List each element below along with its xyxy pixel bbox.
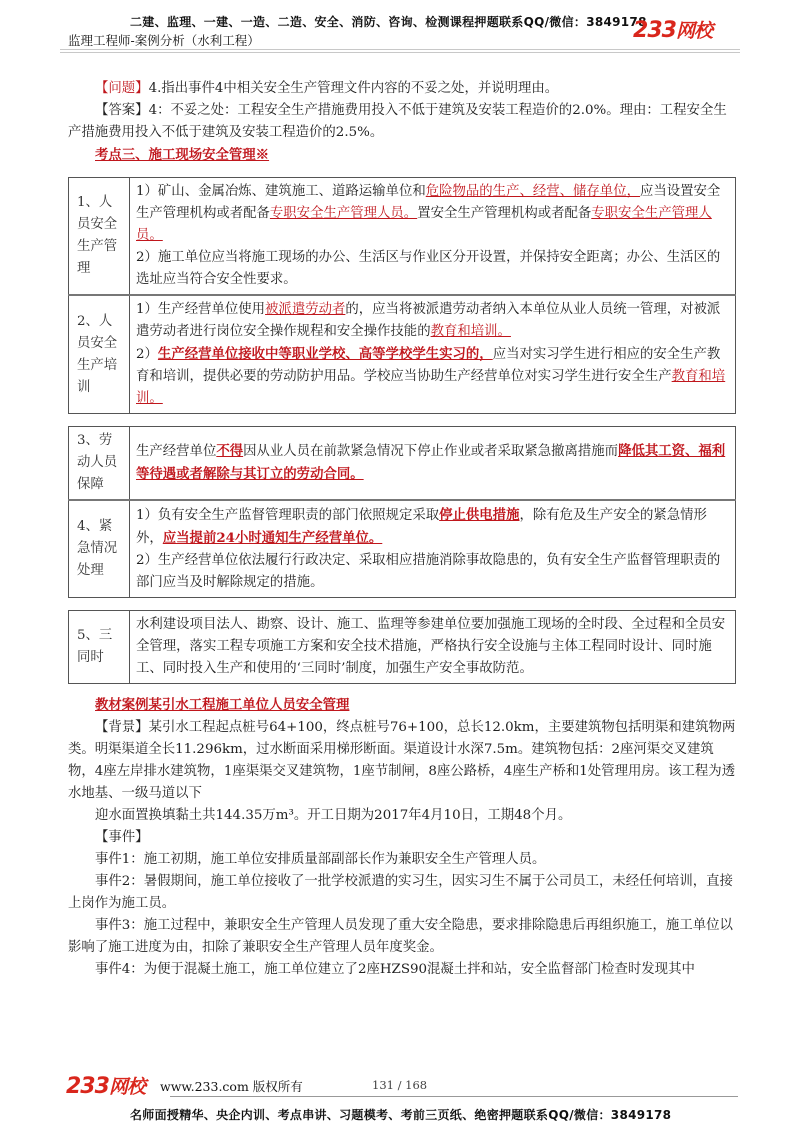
highlight-text: 教育和培训。 <box>430 324 511 339</box>
row-label-training: 2、人员安全生产培训 <box>69 295 130 414</box>
footer-divider <box>170 1096 738 1097</box>
logo-text: 网校 <box>108 1076 145 1098</box>
table-three-simultaneous <box>68 610 736 684</box>
logo-text: 网校 <box>675 20 712 42</box>
content-paragraph <box>136 181 729 247</box>
header-divider-thin <box>60 52 740 53</box>
event-1: 事件1：施工初期，施工单位安排质量部副部长作为兼职安全生产管理人员。 <box>95 852 546 867</box>
background-paragraph-2: 迎水面置换填黏土共144.35万m³。开工日期为2017年4月10日，工期48个月。 <box>95 808 572 823</box>
background-paragraph <box>68 717 736 805</box>
event-4: 事件4：为便于混凝土施工，施工单位建立了2座HZS90混凝土拌和站，安全监督部门检查时发现其中 <box>95 962 695 977</box>
text-span: 1）矿山、金属冶炼、建筑施工、道路运输单位和 <box>136 184 426 199</box>
answer-paragraph <box>68 100 736 144</box>
page-content <box>68 78 736 981</box>
text-span: 应当设置安全生产管理机构或者配备 <box>136 184 721 221</box>
table-protection <box>68 426 736 598</box>
highlight-text: 危险物品的生产、经营、储存单位， <box>425 184 640 199</box>
highlight-text: 生产经营单位接收中等职业学校、高等学校学生实习的， <box>157 346 493 362</box>
question-text: 4.指出事件4中相关安全生产管理文件内容的不妥之处，并说明理由。 <box>148 81 559 96</box>
table-row <box>69 295 736 414</box>
event-2: 事件2：暑假期间，施工单位接收了一批学校派遣的实习生，因实习生不属于公司员工，未经任何培训，直接上岗作为施工员。 <box>68 874 733 911</box>
highlight-text: 不得 <box>216 443 244 459</box>
text-span: 生产经营单位 <box>136 444 217 459</box>
background-tag: 【背景】 <box>95 720 149 735</box>
highlight-text: 应当提前24小时通知生产经营单位。 <box>162 530 383 546</box>
content-paragraph: 2）生产经营单位依法履行行政决定、采取相应措施消除事故隐患的，负有安全生产监督管理职责的部门应当及时解除规定的措施。 <box>136 553 721 590</box>
table-row <box>69 427 736 501</box>
row-content-management <box>130 178 736 296</box>
highlight-text: 教育和培训。 <box>136 369 726 406</box>
section-title-row <box>68 144 736 167</box>
section-title: 考点三、施工现场安全管理※ <box>95 147 270 163</box>
page-number: 131 / 168 <box>372 1078 428 1092</box>
row-content-three-sim <box>130 611 736 684</box>
content-paragraph <box>136 440 729 486</box>
content-paragraph: 2）施工单位应当将施工现场的办公、生活区与作业区分开设置，并保持安全距离；办公、生活区的选址应当符合安全性要求。 <box>136 250 721 287</box>
text-span: 因从业人员在前款紧急情况下停止作业或者采取紧急撤离措施而 <box>243 444 619 459</box>
events-tag: 【事件】 <box>95 830 149 845</box>
highlight-text: 专职安全生产管理人员。 <box>269 206 418 221</box>
row-label-emergency: 4、紧急情况处理 <box>69 500 130 598</box>
text-span: ，除有危及生产安全的紧急情形外， <box>136 508 707 546</box>
highlight-text: 被派遣劳动者 <box>265 302 346 317</box>
header-contact-line: 二建、监理、一建、一造、二造、安全、消防、咨询、检测课程押题联系QQ/微信：3849178 <box>130 15 647 29</box>
text-span: 应当对实习学生进行相应的安全生产教育和培训，提供必要的劳动防护用品。学校应当协助生产经营单位对实习学生进行安全生产 <box>136 347 721 384</box>
row-content-training <box>130 295 736 414</box>
highlight-text: 专职安全生产管理人员。 <box>136 206 712 243</box>
text-span: 1）生产经营单位使用 <box>136 302 266 317</box>
row-label-three-sim: 5、三同时 <box>69 611 130 684</box>
footer-contact-line: 名师面授精华、央企内训、考点串讲、习题模考、考前三页纸、绝密押题联系QQ/微信：3849178 <box>130 1108 672 1122</box>
logo-number: 233 <box>633 18 676 43</box>
footer-logo <box>66 1072 145 1099</box>
content-paragraph: 水利建设项目法人、勘察、设计、施工、监理等参建单位要加强施工现场的全时段、全过程和全员安全管理，落实工程专项施工方案和安全技术措施，严格执行安全设施与主体工程同时设计、同时施工、同时投入生产和使用的‘三同时’制度，加强生产安全事故防范。 <box>136 617 726 676</box>
table-row <box>69 611 736 684</box>
document-subtitle: 监理工程师-案例分析（水利工程） <box>68 33 260 48</box>
question-tag: 【问题】 <box>95 81 149 96</box>
answer-tag: 【答案】 <box>95 103 149 118</box>
background-text: 某引水工程起点桩号64+100，终点桩号76+100，总长12.0km，主要建筑物包括明渠和建筑物两类。明渠渠道全长11.296km，过水断面采用梯形断面。渠道设计水深7.5m。建筑物包括：2座河渠交叉建筑物，4座左岸排水建筑物，1座渠渠交叉建筑物，1座节制闸，8座公路桥，4座生产桥和1处管理用房。该工程为透水地基、一级马道以下 <box>68 720 736 801</box>
case-title-row <box>68 694 736 717</box>
answer-text: 4：不妥之处：工程安全生产措施费用投入不低于建筑及安装工程造价的2.0%。理由：工程安全生产措施费用投入不低于建筑及安装工程造价的2.5%。 <box>68 103 727 140</box>
question-paragraph <box>68 78 736 100</box>
content-paragraph <box>136 299 729 343</box>
brand-logo <box>633 16 712 43</box>
case-title: 教材案例某引水工程施工单位人员安全管理 <box>95 697 350 713</box>
highlight-text: 降低其工资、福利等待遇或者解除与其订立的劳动合同。 <box>136 443 726 482</box>
highlight-text: 停止供电措施 <box>439 507 520 523</box>
content-paragraph <box>136 343 729 410</box>
text-span: 置安全生产管理机构或者配备 <box>417 206 592 221</box>
table-row <box>69 178 736 296</box>
row-content-labor <box>130 427 736 501</box>
row-content-emergency <box>130 500 736 598</box>
content-paragraph <box>136 504 729 550</box>
table-personnel <box>68 177 736 414</box>
text-span: 2） <box>136 347 158 362</box>
table-row <box>69 500 736 598</box>
text-span: 的，应当将被派遣劳动者纳入本单位从业人员统一管理，对被派遣劳动者进行岗位安全操作规程和安全操作技能的 <box>136 302 721 339</box>
logo-number: 233 <box>66 1074 109 1099</box>
row-label-labor: 3、劳动人员保障 <box>69 427 130 501</box>
header-divider <box>60 49 740 50</box>
row-label-management: 1、人员安全生产管理 <box>69 178 130 296</box>
text-span: 1）负有安全生产监督管理职责的部门依照规定采取 <box>136 508 440 523</box>
event-3: 事件3：施工过程中，兼职安全生产管理人员发现了重大安全隐患，要求排除隐患后再组织施工，施工单位以影响了施工进度为由，扣除了兼职安全生产管理人员年度奖金。 <box>68 918 733 955</box>
footer-site: www.233.com 版权所有 <box>160 1079 303 1094</box>
